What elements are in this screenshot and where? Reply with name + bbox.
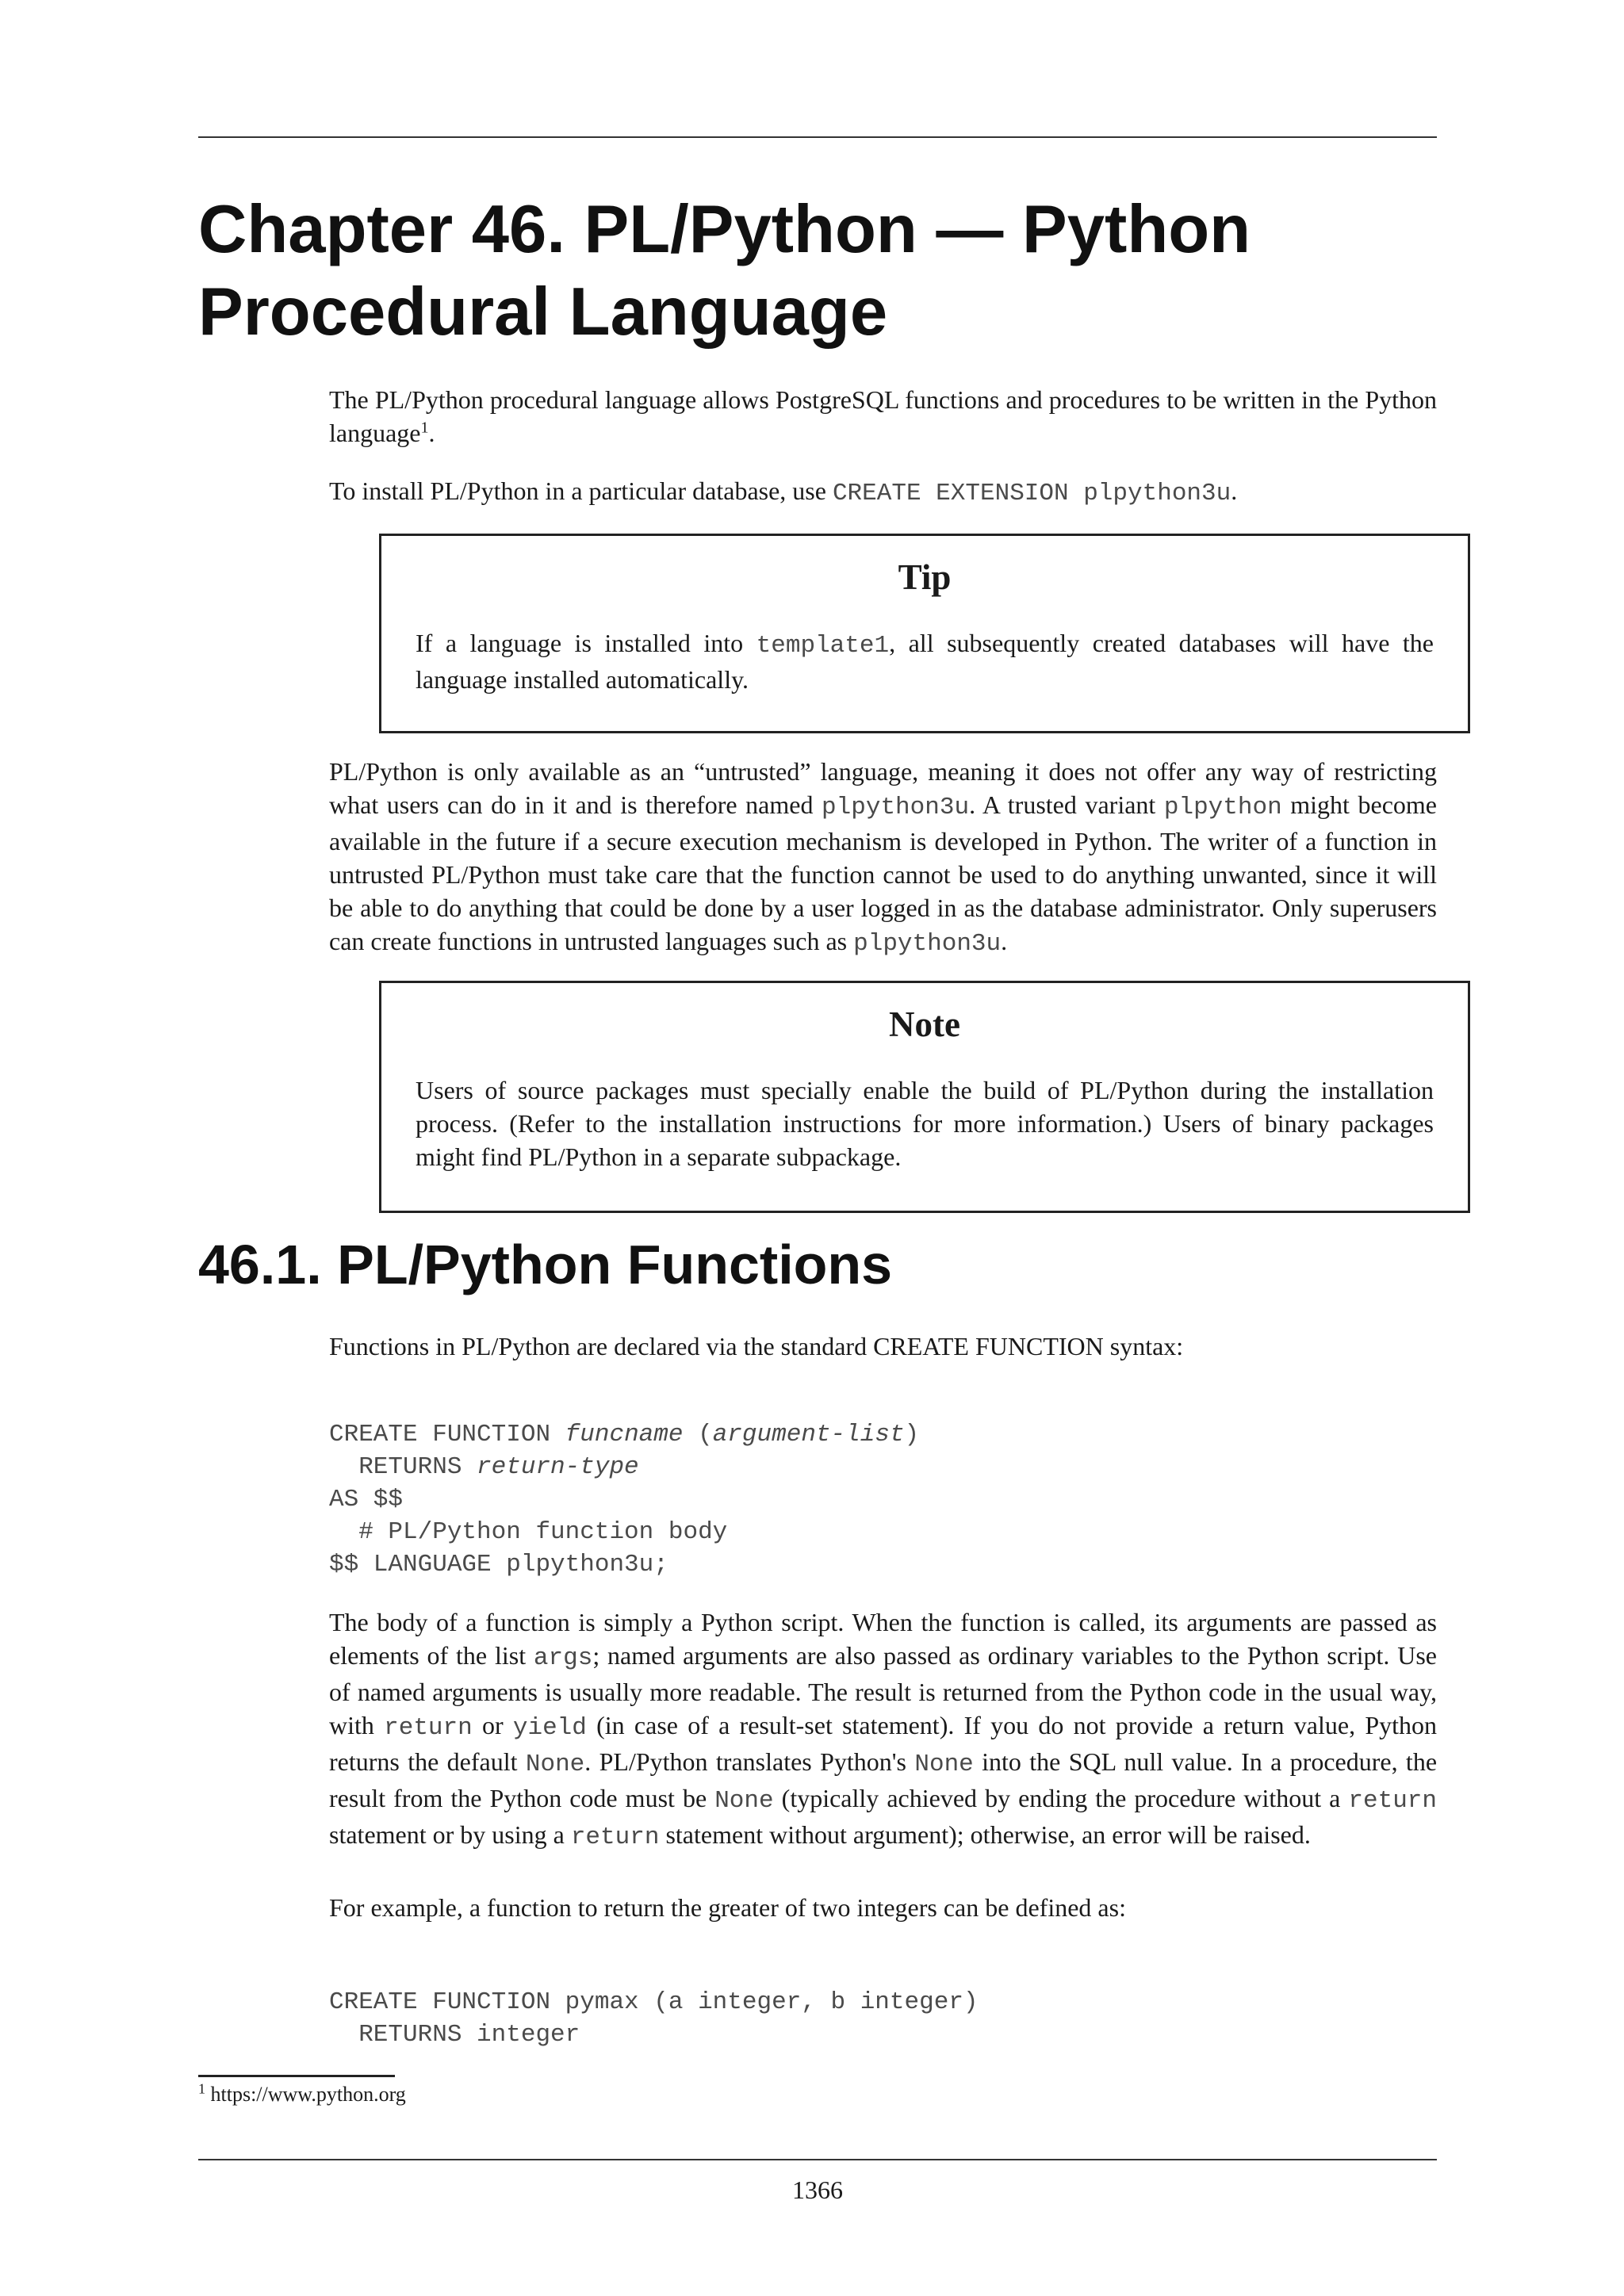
example-paragraph: For example, a function to return the greater of two integers can be defined as: bbox=[329, 1893, 1126, 1922]
create-extension-code: CREATE EXTENSION plpython3u bbox=[832, 480, 1231, 507]
footnote-rule bbox=[198, 2075, 395, 2077]
note-title: Note bbox=[889, 1004, 960, 1044]
note-body: Users of source packages must specially enable the build of PL/Python during the installation process. (Refer to the installation instructions for more information.) Users of binary packages might find PL/Python in a separate subpackage. bbox=[416, 1076, 1434, 1171]
footnote: $^1$ https://www.python.org bbox=[198, 2080, 406, 2106]
tip-title: Tip bbox=[898, 557, 952, 597]
untrusted-paragraph: PL/Python is only available as an “untrusted” language, meaning it does not offer any way of restricting what users can do in it and is therefore named plpython3u. A trusted variant plpython might become available in the future if a secure execution mechanism is developed in Python. The writer of a function in untrusted PL/Python must take care that the function cannot be used to do anything unwanted, since it will be able to do anything that could be done by a user logged in as the database administrator. Only superusers can create functions in untrusted languages such as plpython3u. bbox=[329, 757, 1438, 958]
note-box bbox=[379, 981, 1470, 1213]
tip-box bbox=[379, 534, 1470, 733]
install-paragraph: To install PL/Python in a particular database, use CREATE EXTENSION plpython3u. bbox=[329, 476, 1238, 507]
footnote-link[interactable]: https://www.python.org bbox=[205, 2083, 406, 2106]
footnote-ref[interactable]: 1 bbox=[420, 419, 429, 437]
create-function-syntax-code: CREATE FUNCTION funcname (argument-list) RETURNS return-type AS $$ # PL/Python function body $$ LANGUAGE plpython3u; bbox=[329, 1421, 920, 1578]
functions-intro-paragraph: Functions in PL/Python are declared via the standard CREATE FUNCTION syntax: bbox=[329, 1332, 1184, 1360]
template1-code: template1 bbox=[756, 632, 890, 660]
section-title: 46.1. PL/Python Functions bbox=[198, 1234, 893, 1295]
pymax-example-code: CREATE FUNCTION pymax (a integer, b integer) RETURNS integer bbox=[329, 1988, 979, 2049]
tip-body: If a language is installed into template1, all subsequently created databases will have the language installed automatically. bbox=[416, 629, 1434, 694]
page-number: 1366 bbox=[792, 2175, 843, 2204]
chapter-title: Chapter 46. PL/Python — Python Procedural Language bbox=[198, 192, 1251, 350]
intro-paragraph: The PL/Python procedural language allows PostgreSQL functions and procedures to be written in the Python language$^1$. bbox=[329, 385, 1437, 447]
footer-rule bbox=[198, 2159, 1437, 2160]
function-body-paragraph: The body of a function is simply a Python script. When the function is called, its arguments are passed as elements of the list args; named arguments are also passed as ordinary variables to the Python script. Use of named arguments is usually more readable. The result is returned from the Python code in the usual way, with return or yield (in case of a result-set statement). If you do not provide a return value, Python returns the default None. PL/Python translates Python's None into the SQL null value. In a procedure, the result from the Python code must be None (typically achieved by ending the procedure without a return statement or by using a return statement without argument); otherwise, an error will be raised. bbox=[329, 1608, 1438, 1851]
header-rule bbox=[198, 136, 1437, 138]
